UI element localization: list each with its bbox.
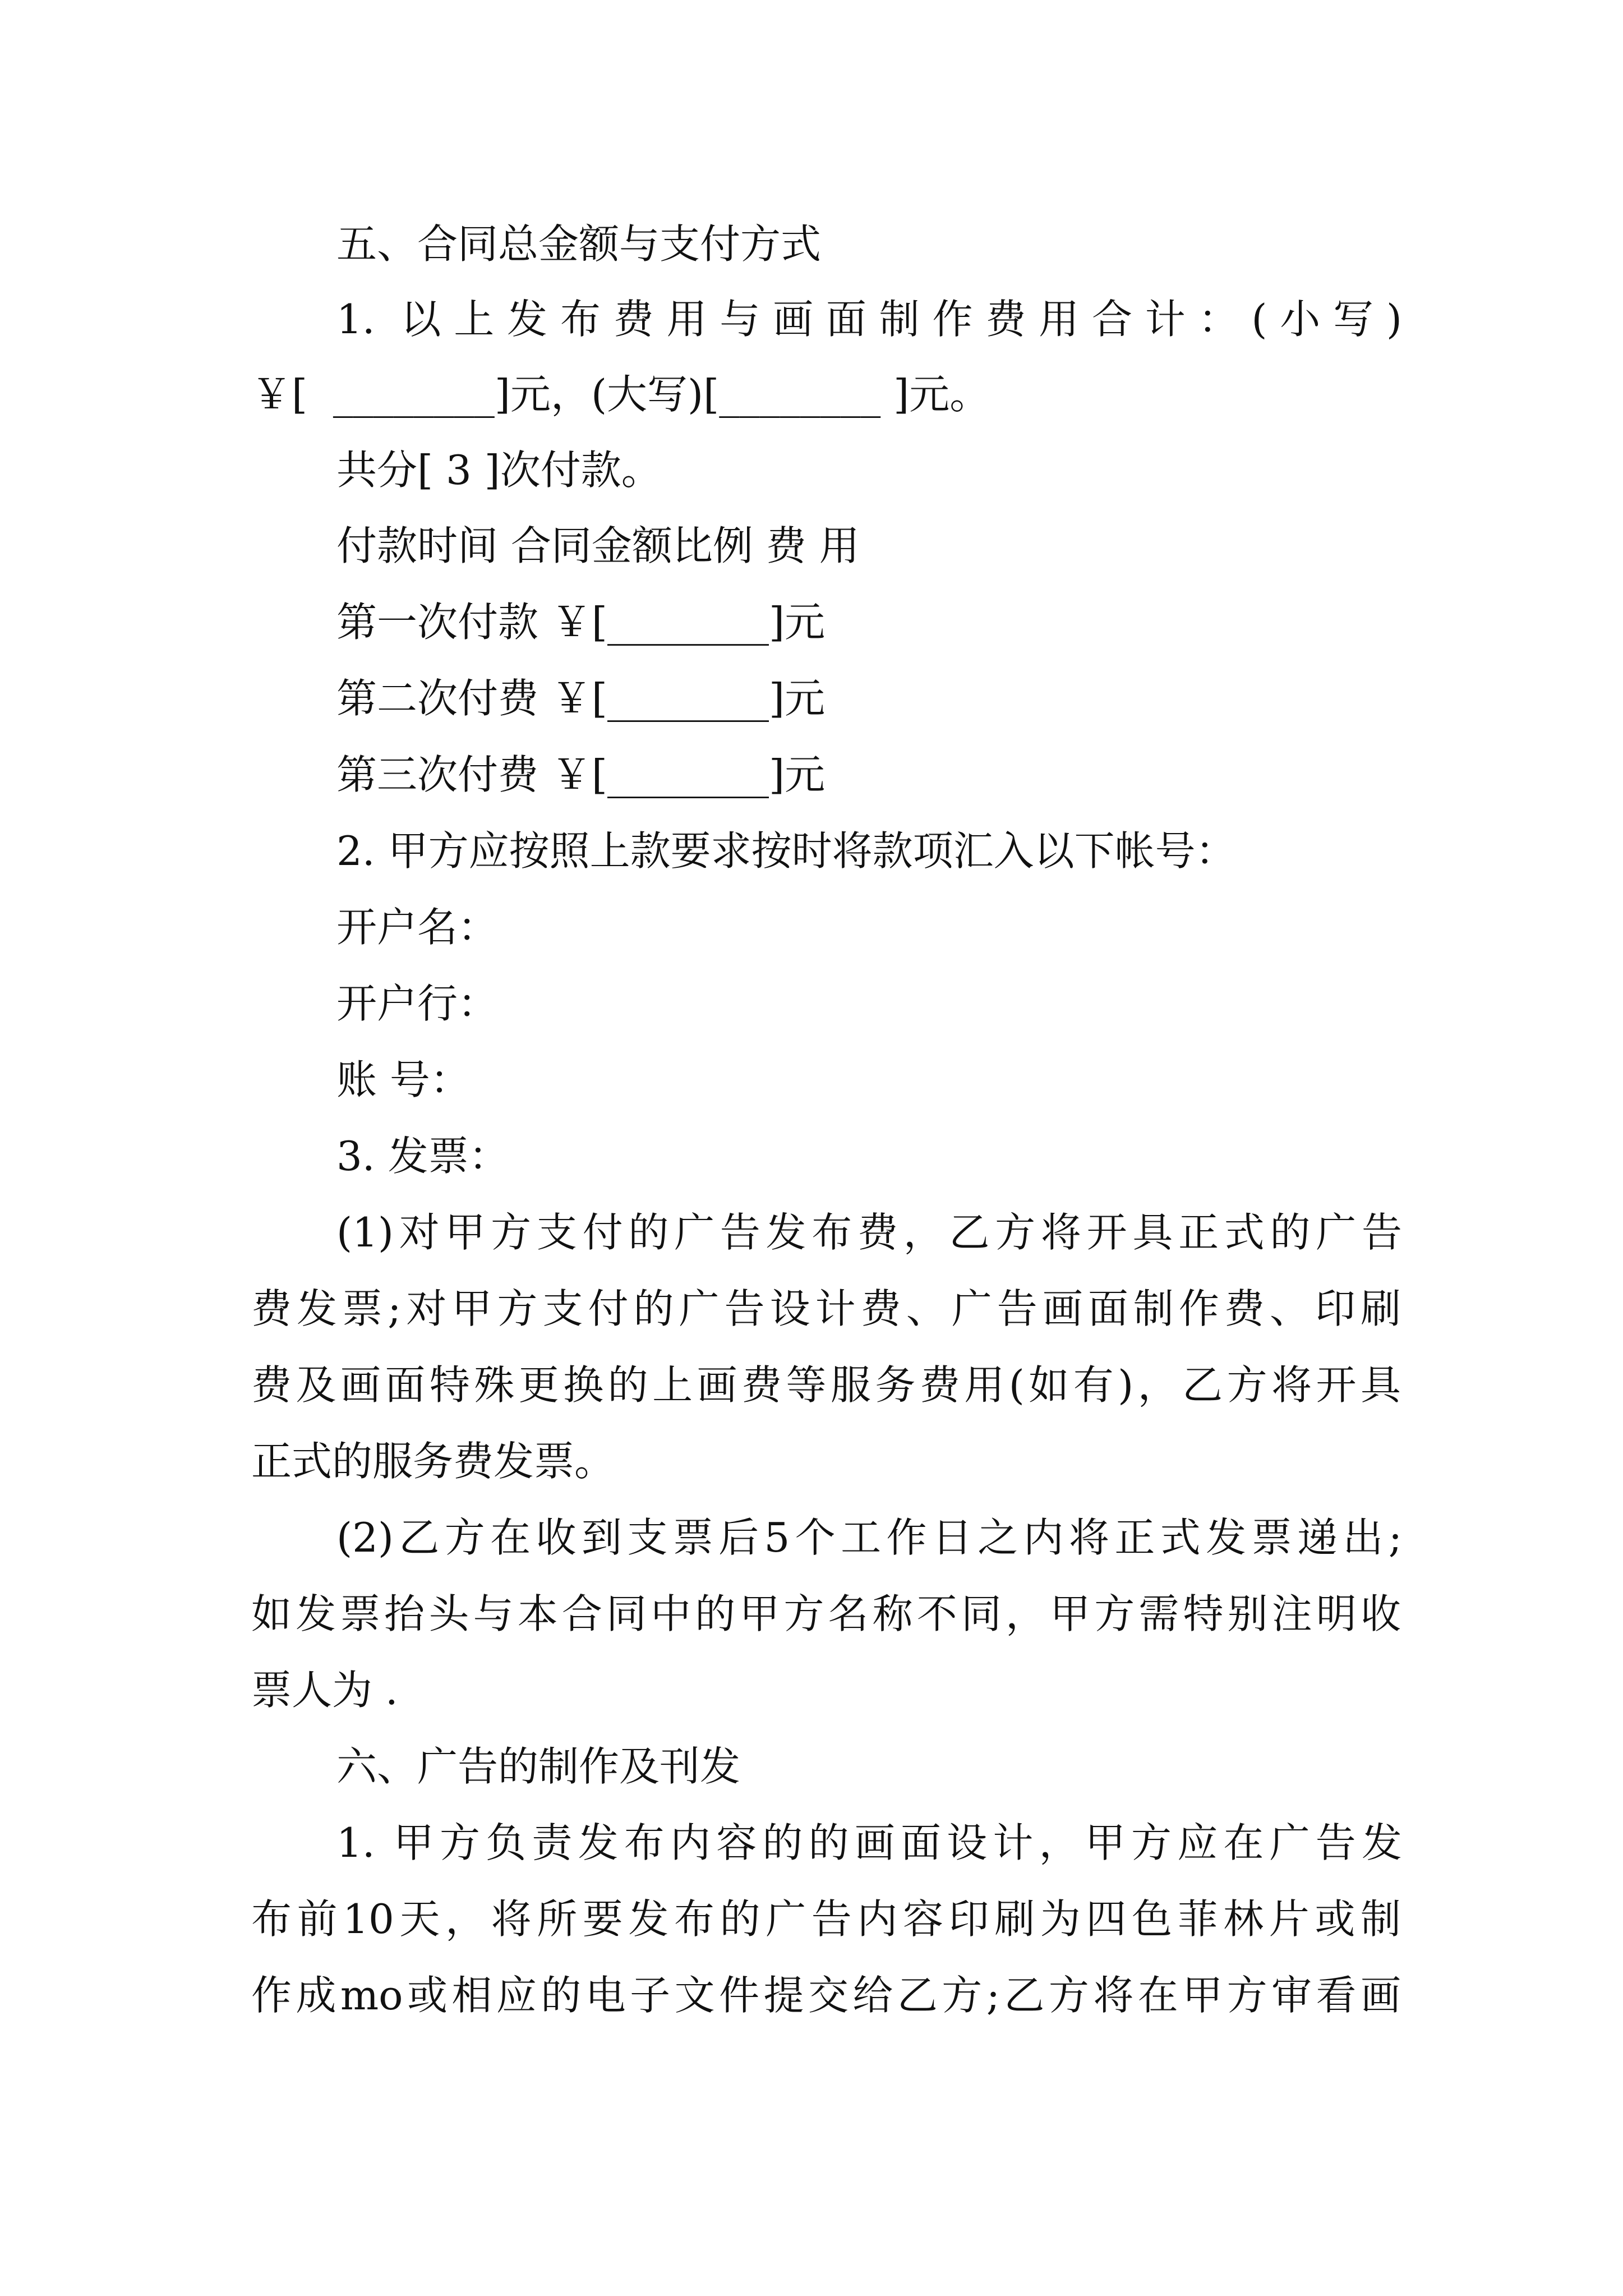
paragraph-line: 布前10天，将所要发布的广告内容印刷为四色菲林片或制	[251, 1895, 1401, 1943]
payment-row: 第一次付款 ￥[________]元	[336, 599, 826, 646]
section-heading-six: 六、广告的制作及刊发	[336, 1743, 741, 1790]
paragraph-line: ￥[ ________]元，(大写)[________ ]元。	[251, 371, 990, 418]
account-name-label: 开户名：	[336, 904, 499, 951]
paragraph-line: (2)乙方在收到支票后5个工作日之内将正式发票递出;	[336, 1514, 1402, 1561]
paragraph-line: 正式的服务费发票。	[251, 1438, 615, 1485]
paragraph-line: 1. 甲方负责发布内容的的画面设计，甲方应在广告发	[336, 1819, 1402, 1866]
paragraph-line: 3. 发票：	[336, 1133, 509, 1180]
paragraph-line: 2. 甲方应按照上款要求按时将款项汇入以下帐号：	[336, 827, 1236, 875]
paragraph-line: 如发票抬头与本合同中的甲方名称不同，甲方需特别注明收	[251, 1590, 1401, 1637]
paragraph-line: 票人为 .	[251, 1667, 398, 1714]
paragraph-line: 作成mo或相应的电子文件提交给乙方;乙方将在甲方审看画	[251, 1972, 1401, 2019]
section-heading-five: 五、合同总金额与支付方式	[336, 220, 822, 268]
account-bank-label: 开户行：	[336, 980, 499, 1027]
payment-row: 第二次付费 ￥[________]元	[336, 675, 826, 722]
paragraph-line: (1)对甲方支付的广告发布费，乙方将开具正式的广告	[336, 1209, 1402, 1256]
account-number-label: 账 号：	[336, 1056, 471, 1103]
paragraph-line: 1. 以上发布费用与画面制作费用合计：(小写)	[336, 296, 1402, 343]
payment-row: 第三次付费 ￥[________]元	[336, 751, 826, 798]
payment-table-header: 付款时间 合同金额比例 费 用	[336, 522, 860, 569]
paragraph-line: 共分[ 3 ]次付款。	[336, 447, 662, 494]
paragraph-line: 费及画面特殊更换的上画费等服务费用(如有)，乙方将开具	[251, 1361, 1401, 1409]
paragraph-line: 费发票;对甲方支付的广告设计费、广告画面制作费、印刷	[251, 1285, 1401, 1332]
